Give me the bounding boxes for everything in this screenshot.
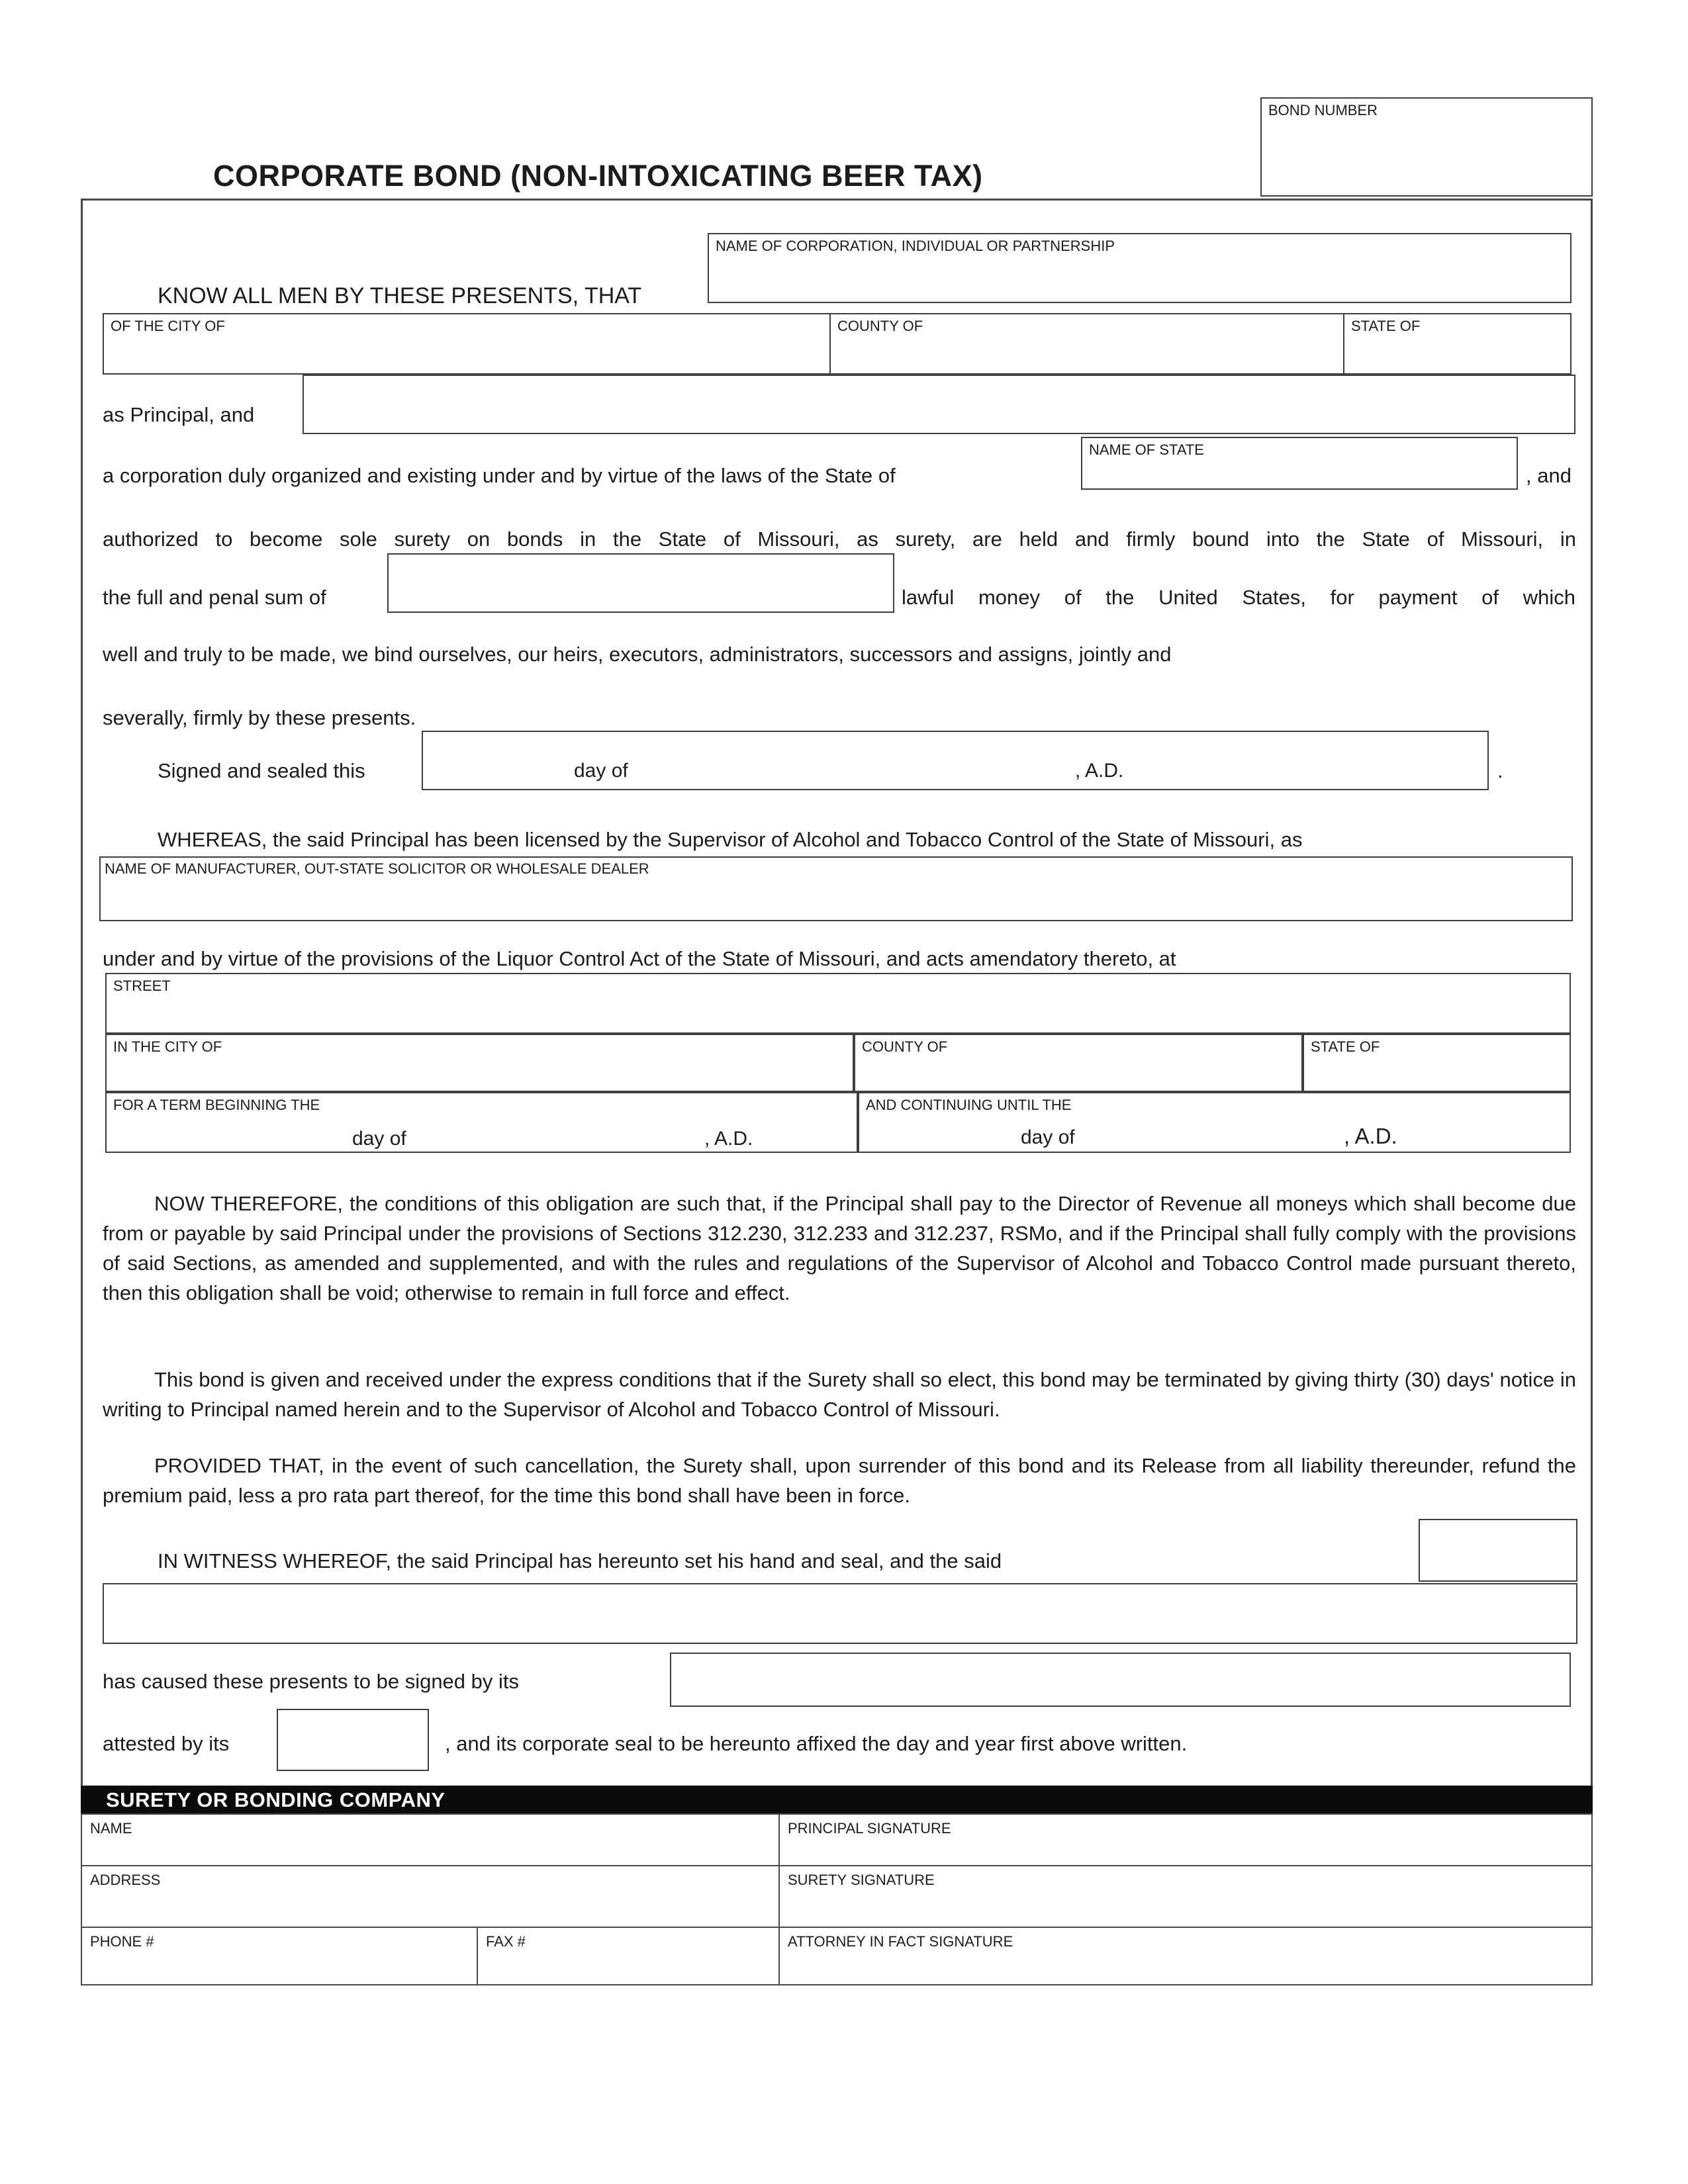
penal-sum-suffix-text: lawful money of the United States, for payment of which: [902, 586, 1575, 609]
signed-period-text: .: [1497, 759, 1503, 782]
principal-name-field[interactable]: [103, 1583, 1577, 1644]
as-principal-text: as Principal, and: [103, 403, 255, 426]
attorney-signature-label: ATTORNEY IN FACT SIGNATURE: [788, 1933, 1013, 1950]
bond-given-paragraph: This bond is given and received under the express conditions that if the Surety shall so elect, this bond may be terminated by giving thirty (30) days' notice in writing to Principal named herein and to the Supervisor of Alcohol and Tobacco Control of Missouri.: [103, 1368, 1576, 1421]
state-field-2[interactable]: [1303, 1034, 1571, 1092]
city-field-2[interactable]: [105, 1034, 854, 1092]
state-label: STATE OF: [1351, 318, 1421, 334]
street-field[interactable]: [105, 973, 1571, 1034]
principal-signature-field[interactable]: [778, 1813, 1593, 1866]
term-continuing-field[interactable]: [858, 1092, 1571, 1153]
signed-day-of-text: day of: [574, 760, 628, 782]
term-beginning-label: FOR A TERM BEGINNING THE: [113, 1097, 320, 1113]
attested-title-field[interactable]: [277, 1709, 429, 1771]
city-label-2: IN THE CITY OF: [113, 1038, 222, 1055]
address-field[interactable]: [81, 1865, 780, 1928]
penal-sum-field[interactable]: [387, 553, 894, 613]
street-label: STREET: [113, 978, 171, 994]
signed-date-field[interactable]: [422, 731, 1489, 790]
has-caused-text: has caused these presents to be signed by its: [103, 1670, 520, 1693]
county-label: COUNTY OF: [837, 318, 923, 334]
county-field-2[interactable]: [854, 1034, 1303, 1092]
whereas-text: WHEREAS, the said Principal has been licensed by the Supervisor of Alcohol and Tobacco Control of the State of Missouri, as: [158, 828, 1303, 851]
surety-section-title: SURETY OR BONDING COMPANY: [106, 1788, 445, 1811]
seal-field[interactable]: [1419, 1519, 1577, 1582]
state-field[interactable]: [1343, 313, 1571, 375]
term-continuing-label: AND CONTINUING UNTIL THE: [866, 1097, 1072, 1113]
corporation-name-field[interactable]: [708, 233, 1571, 303]
state-label-2: STATE OF: [1311, 1038, 1380, 1055]
term-begin-day-of-text: day of: [352, 1128, 406, 1150]
severally-text: severally, firmly by these presents.: [103, 706, 416, 729]
name-field[interactable]: [81, 1813, 780, 1866]
witness-text: IN WITNESS WHEREOF, the said Principal has hereunto set his hand and seal, and the said: [158, 1549, 1002, 1572]
corporation-name-label: NAME OF CORPORATION, INDIVIDUAL OR PARTNERSHIP: [716, 238, 1115, 254]
penal-sum-prefix-text: the full and penal sum of: [103, 586, 326, 609]
surety-signature-field[interactable]: [778, 1865, 1593, 1928]
fax-label: FAX #: [486, 1933, 526, 1950]
provided-that-paragraph: PROVIDED THAT, in the event of such cancellation, the Surety shall, upon surrender of this bond and its Release from all liability thereunder, refund the premium paid, less a pro rata part thereof, for the time this bond shall have been in force.: [103, 1454, 1576, 1507]
fax-field[interactable]: [477, 1927, 780, 1985]
county-label-2: COUNTY OF: [862, 1038, 948, 1055]
signed-sealed-text: Signed and sealed this: [158, 759, 365, 782]
phone-label: PHONE #: [90, 1933, 154, 1950]
city-field[interactable]: [103, 313, 831, 375]
manufacturer-name-field[interactable]: [99, 856, 1573, 921]
corporation-line-text: a corporation duly organized and existing under and by virtue of the laws of the State of: [103, 464, 896, 487]
know-all-men-text: KNOW ALL MEN BY THESE PRESENTS, THAT: [158, 283, 642, 308]
term-cont-ad-text: , A.D.: [1344, 1124, 1397, 1148]
authorized-line-text: authorized to become sole surety on bonds in the State of Missouri, as surety, are held and firmly bound into the State of Missouri, in: [103, 527, 1576, 551]
term-begin-ad-text: , A.D.: [704, 1128, 753, 1150]
name-label: NAME: [90, 1820, 132, 1837]
form-title: CORPORATE BOND (NON-INTOXICATING BEER TAX): [213, 159, 983, 193]
city-label: OF THE CITY OF: [111, 318, 225, 334]
under-virtue-text: under and by virtue of the provisions of the Liquor Control Act of the State of Missouri, and acts amendatory thereto, at: [103, 947, 1176, 970]
county-field[interactable]: [829, 313, 1344, 375]
bond-number-label: BOND NUMBER: [1268, 102, 1378, 118]
state-name-field[interactable]: [1081, 437, 1518, 490]
term-beginning-field[interactable]: [105, 1092, 858, 1153]
principal-signature-label: PRINCIPAL SIGNATURE: [788, 1820, 951, 1837]
surety-section-bar: [81, 1786, 1593, 1815]
now-therefore-paragraph: NOW THEREFORE, the conditions of this obligation are such that, if the Principal shall pay to the Director of Revenue all moneys which shall become due from or payable by said Principal under the provisions of Sections 312.230, 312.233 and 312.237, RSMo, and if the Principal shall fully comply with the provisions of said Sections, as amended and supplemented, and with the rules and regulations of the Supervisor of Alcohol and Tobacco Control made pursuant thereto, then this obligation shall be void; otherwise to remain in full force and effect.: [103, 1192, 1576, 1304]
and-suffix-text: , and: [1526, 464, 1571, 487]
state-name-label: NAME OF STATE: [1089, 441, 1204, 458]
attested-prefix-text: attested by its: [103, 1732, 230, 1755]
bond-number-field[interactable]: [1260, 97, 1593, 197]
attorney-signature-field[interactable]: [778, 1927, 1593, 1985]
officer-title-field[interactable]: [670, 1653, 1571, 1707]
surety-signature-label: SURETY SIGNATURE: [788, 1872, 935, 1888]
well-truly-text: well and truly to be made, we bind ourselves, our heirs, executors, administrators, successors and assigns, jointly and: [103, 643, 1172, 666]
surety-name-field[interactable]: [303, 375, 1575, 434]
phone-field[interactable]: [81, 1927, 478, 1985]
manufacturer-label: NAME OF MANUFACTURER, OUT-STATE SOLICITOR OR WHOLESALE DEALER: [105, 860, 649, 877]
address-label: ADDRESS: [90, 1872, 161, 1888]
term-cont-day-of-text: day of: [1021, 1126, 1075, 1148]
signed-ad-text: , A.D.: [1075, 760, 1124, 782]
attested-suffix-text: , and its corporate seal to be hereunto affixed the day and year first above written.: [445, 1732, 1188, 1755]
